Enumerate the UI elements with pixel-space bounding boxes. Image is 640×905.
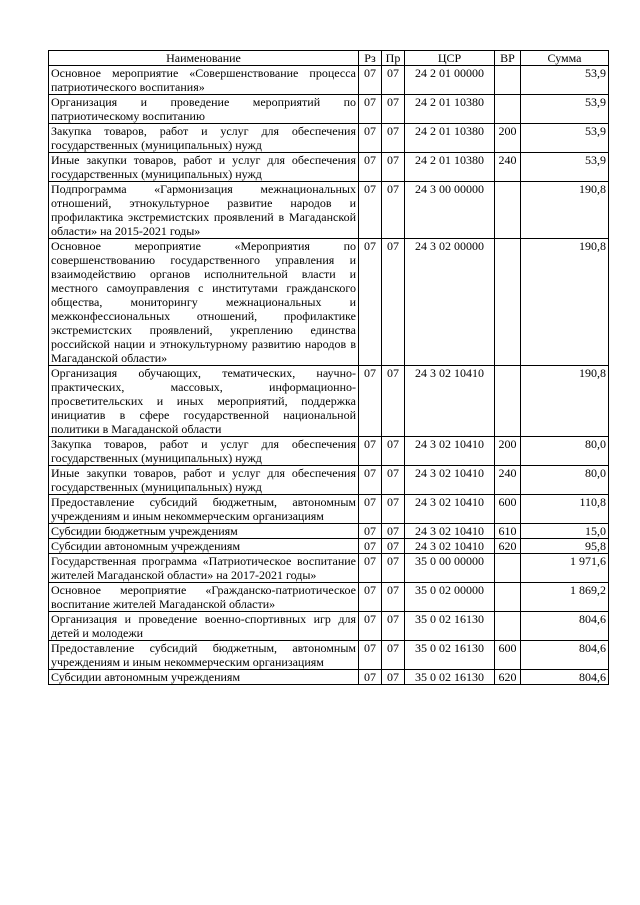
row-sum: 190,8: [521, 239, 609, 366]
row-sum: 15,0: [521, 524, 609, 539]
row-csr: 24 2 01 10380: [405, 153, 495, 182]
row-sum: 1 869,2: [521, 583, 609, 612]
row-pr: 07: [382, 495, 405, 524]
row-vr: [495, 182, 521, 239]
table-body: [49, 66, 609, 685]
row-csr: 24 3 02 10410: [405, 524, 495, 539]
header-rz: Рз: [359, 51, 382, 66]
row-name: Субсидии автономным учреждениям: [49, 539, 359, 554]
row-vr: [495, 239, 521, 366]
row-rz: 07: [359, 641, 382, 670]
row-vr: 240: [495, 466, 521, 495]
table-row: [49, 612, 609, 641]
row-vr: 200: [495, 124, 521, 153]
row-sum: 53,9: [521, 95, 609, 124]
row-rz: 07: [359, 366, 382, 437]
row-pr: 07: [382, 612, 405, 641]
row-rz: 07: [359, 524, 382, 539]
table-row: [49, 437, 609, 466]
row-vr: [495, 612, 521, 641]
row-csr: 24 3 02 10410: [405, 539, 495, 554]
row-vr: 610: [495, 524, 521, 539]
row-name: Государственная программа «Патриотическое воспитание жителей Магаданской области» на 2017-2021 годы»: [49, 554, 359, 583]
row-rz: 07: [359, 670, 382, 685]
row-rz: 07: [359, 612, 382, 641]
table-row: [49, 524, 609, 539]
table-row: [49, 583, 609, 612]
row-name: Организация и проведение мероприятий по патриотическому воспитанию: [49, 95, 359, 124]
row-pr: 07: [382, 670, 405, 685]
header-pr: Пр: [382, 51, 405, 66]
row-rz: 07: [359, 66, 382, 95]
row-sum: 804,6: [521, 612, 609, 641]
row-csr: 35 0 02 00000: [405, 583, 495, 612]
row-sum: 804,6: [521, 641, 609, 670]
row-rz: 07: [359, 495, 382, 524]
row-name: Организация и проведение военно-спортивных игр для детей и молодежи: [49, 612, 359, 641]
row-csr: 35 0 02 16130: [405, 612, 495, 641]
budget-table: [48, 50, 609, 685]
table-row: [49, 95, 609, 124]
table-row: [49, 182, 609, 239]
table-row: [49, 554, 609, 583]
row-pr: 07: [382, 437, 405, 466]
table-row: [49, 495, 609, 524]
row-vr: 600: [495, 641, 521, 670]
row-pr: 07: [382, 641, 405, 670]
row-name: Организация обучающих, тематических, научно-практических, массовых, информационно-просветительских и иных мероприятий, поддержка инициатив в сфере государственной национальной политики в Магаданской области: [49, 366, 359, 437]
row-name: Предоставление субсидий бюджетным, автономным учреждениям и иным некоммерческим организациям: [49, 495, 359, 524]
row-csr: 35 0 02 16130: [405, 670, 495, 685]
table-row: [49, 539, 609, 554]
row-pr: 07: [382, 539, 405, 554]
row-name: Основное мероприятие «Мероприятия по совершенствованию государственного управления и взаимодействию органов исполнительной власти и местного самоуправления с институтами гражданского общества, мониторингу межнациональных и межконфессиональных отношений, профилактике экстремистских проявлений, укреплению единства российской нации и этнокультурному развитию народов в Магаданской области»: [49, 239, 359, 366]
row-sum: 110,8: [521, 495, 609, 524]
row-vr: 240: [495, 153, 521, 182]
row-csr: 24 3 02 10410: [405, 366, 495, 437]
header-name: Наименование: [49, 51, 359, 66]
row-rz: 07: [359, 124, 382, 153]
table-row: [49, 466, 609, 495]
row-name: Иные закупки товаров, работ и услуг для обеспечения государственных (муниципальных) нужд: [49, 153, 359, 182]
row-csr: 35 0 00 00000: [405, 554, 495, 583]
row-rz: 07: [359, 554, 382, 583]
row-rz: 07: [359, 95, 382, 124]
row-csr: 24 3 00 00000: [405, 182, 495, 239]
row-sum: 53,9: [521, 124, 609, 153]
table-row: [49, 641, 609, 670]
table-row: [49, 66, 609, 95]
row-csr: 24 3 02 10410: [405, 495, 495, 524]
row-pr: 07: [382, 239, 405, 366]
row-pr: 07: [382, 124, 405, 153]
row-vr: [495, 554, 521, 583]
row-name: Предоставление субсидий бюджетным, автономным учреждениям и иным некоммерческим организациям: [49, 641, 359, 670]
row-sum: 80,0: [521, 466, 609, 495]
row-vr: [495, 95, 521, 124]
row-rz: 07: [359, 153, 382, 182]
row-sum: 190,8: [521, 366, 609, 437]
row-vr: 620: [495, 539, 521, 554]
row-sum: 53,9: [521, 153, 609, 182]
row-csr: 35 0 02 16130: [405, 641, 495, 670]
row-csr: 24 3 02 10410: [405, 466, 495, 495]
row-name: Иные закупки товаров, работ и услуг для обеспечения государственных (муниципальных) нужд: [49, 466, 359, 495]
row-pr: 07: [382, 153, 405, 182]
row-csr: 24 2 01 10380: [405, 95, 495, 124]
table-row: [49, 153, 609, 182]
row-pr: 07: [382, 366, 405, 437]
row-pr: 07: [382, 66, 405, 95]
row-pr: 07: [382, 95, 405, 124]
header-row: [49, 51, 609, 66]
table-row: [49, 670, 609, 685]
row-name: Субсидии бюджетным учреждениям: [49, 524, 359, 539]
row-rz: 07: [359, 466, 382, 495]
row-vr: [495, 66, 521, 95]
row-name: Основное мероприятие «Совершенствование процесса патриотического воспитания»: [49, 66, 359, 95]
row-name: Основное мероприятие «Гражданско-патриотическое воспитание жителей Магаданской области»: [49, 583, 359, 612]
header-vr: ВР: [495, 51, 521, 66]
row-vr: [495, 583, 521, 612]
row-sum: 804,6: [521, 670, 609, 685]
row-rz: 07: [359, 437, 382, 466]
row-rz: 07: [359, 182, 382, 239]
row-name: Закупка товаров, работ и услуг для обеспечения государственных (муниципальных) нужд: [49, 124, 359, 153]
row-vr: 620: [495, 670, 521, 685]
row-name: Субсидии автономным учреждениям: [49, 670, 359, 685]
row-name: Закупка товаров, работ и услуг для обеспечения государственных (муниципальных) нужд: [49, 437, 359, 466]
row-pr: 07: [382, 554, 405, 583]
row-csr: 24 3 02 10410: [405, 437, 495, 466]
row-rz: 07: [359, 539, 382, 554]
table-row: [49, 239, 609, 366]
row-csr: 24 2 01 00000: [405, 66, 495, 95]
row-vr: [495, 366, 521, 437]
row-pr: 07: [382, 524, 405, 539]
header-sum: Сумма: [521, 51, 609, 66]
row-vr: 600: [495, 495, 521, 524]
row-rz: 07: [359, 239, 382, 366]
row-pr: 07: [382, 182, 405, 239]
row-vr: 200: [495, 437, 521, 466]
row-sum: 190,8: [521, 182, 609, 239]
row-pr: 07: [382, 583, 405, 612]
row-csr: 24 2 01 10380: [405, 124, 495, 153]
row-sum: 1 971,6: [521, 554, 609, 583]
table-row: [49, 366, 609, 437]
header-csr: ЦСР: [405, 51, 495, 66]
row-rz: 07: [359, 583, 382, 612]
row-name: Подпрограмма «Гармонизация межнациональных отношений, этнокультурное развитие народов и профилактика экстремистских проявлений в Магаданской области» на 2015-2021 годы»: [49, 182, 359, 239]
table-row: [49, 124, 609, 153]
row-sum: 80,0: [521, 437, 609, 466]
row-csr: 24 3 02 00000: [405, 239, 495, 366]
row-pr: 07: [382, 466, 405, 495]
row-sum: 53,9: [521, 66, 609, 95]
row-sum: 95,8: [521, 539, 609, 554]
